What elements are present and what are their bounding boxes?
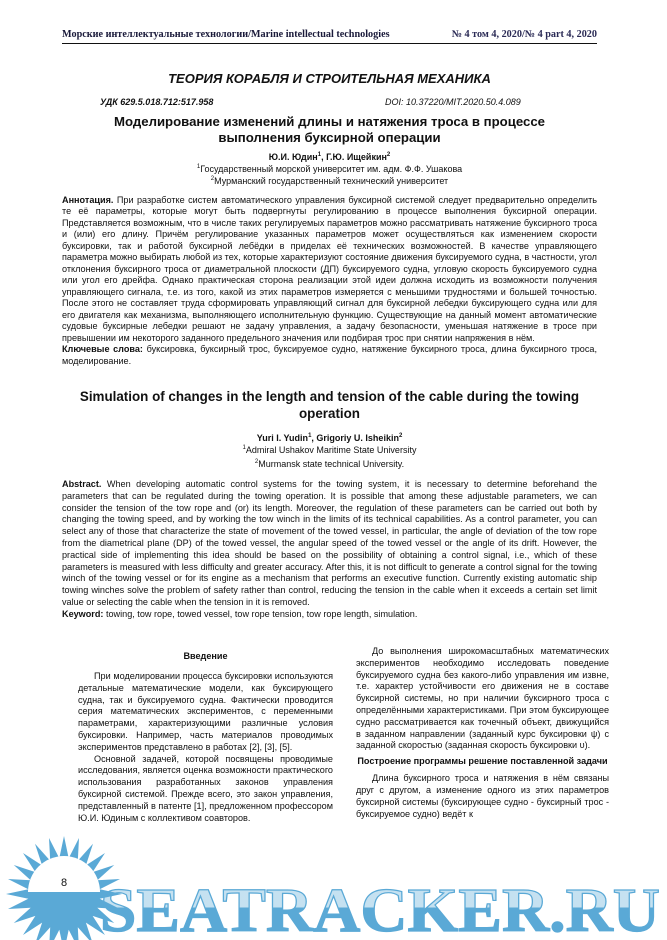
left-column [78,651,333,824]
keywords-text: towing, tow rope, towed vessel, tow rope tension, tow rope length, simulation. [103,608,418,619]
author: Yuri I. Yudin [256,433,309,444]
udk-doi-row [62,96,597,108]
intro-heading: Введение [183,651,228,661]
ru-affiliations: $^1$Государственный морской университет им. адм. Ф.Ф. Ушакова $^2$Мурманский государственный технический университет [196,164,463,187]
journal-name: Морские интеллектуальные технологии/Marine intellectual technologies [62,29,390,40]
right-column [356,646,609,820]
keywords-label: Keyword: [62,608,104,619]
ru-abstract [62,195,597,368]
ru-authors: Ю.И. Юдин$^1$, Г.Ю. Ищейкин$^2$ [268,152,391,162]
paragraph: При моделировании процесса буксировки используются детальные математические модели, как буксирующего судна, так и буксируемого судна. Фактически проводится серия математических экспериментов, с переменными параметрами, характеризующими различные условия буксировки. Например, часть материалов проводимых экспериментов представлено в работах [2], [3], [5]. [78,671,333,752]
affiliation: Admiral Ushakov Maritime State University [245,445,417,456]
page-number: 8 [61,877,68,889]
paragraph: До выполнения широкомасштабных математических экспериментов необходимо исследовать поведение буксируемого судна без какого-либо управления им извне, т.е. характер устойчивости его движения не в составе буксирной системы, но при наличии буксирного троса с определёнными характеристиками. При этом буксирующее судно рассматривается как точечный объект, движущийся в заданном направлении (заданный курс буксировки ψ) с заданной скоростью (заданная скорость буксировки υ). [356,646,609,751]
doi: DOI: 10.37220/MIT.2020.50.4.089 [385,97,521,107]
affiliation: Мурманский государственный технический университет [214,176,449,187]
paragraph: Длина буксирного троса и натяжения в нём связаны друг с другом, а изменение одного из этих параметров буксирной системы (буксирующее судно - буксирный трос - буксируемое судно) ведёт к [356,773,609,819]
author: Ю.И. Юдин [268,152,318,162]
watermark-text: SEATRACKER.RU [100,877,660,940]
affiliation: Murmansk state technical University. [258,458,405,469]
running-header [62,29,597,44]
udk-code: УДК 629.5.018.712:517.958 [100,97,214,107]
keywords-label: Ключевые слова: [62,344,143,355]
front-matter [62,29,597,621]
keywords-text: буксировка, буксирный трос, буксируемое судно, натяжение буксирного троса, длина буксирного троса, моделирование. [62,344,597,366]
en-title: Simulation of changes in the length and tension of the cable during the towing operation [79,389,580,421]
abstract-label: Аннотация. [62,194,114,205]
en-abstract [62,479,597,621]
author: Grigoriy U. Isheikin [316,433,399,444]
seatracker-watermark [0,835,667,940]
abstract-text: When developing automatic control systems for the towing system, it is necessary to determine beforehand the parameters that can be regulated during the towing operation. It is possible that among these adjustable parameters, we can consider the tension of the tow rope and (or) its length. Moreover, the regulation of these parameters can be carried out both by changing the towing speed, and by working the tow winch in the limits of its technical capabilities. As a control parameter, you can select any of those that characterize the state of movement of the towed vessel, in particular, the angle of deviation of the tow rope from the diametrical plane (DP) of the towed vessel, the angular speed of the towed vessel or the angle of its drift. However, the practical side of implementing this idea should be based on the possibility of obtaining a control signal, i.e., which of these parameters is measured with less difficulty and greater accuracy. After this, it is not difficult to generate a control signal for the towing winch of the towing vessel or for its engine as a mechanism that performs an executive function. Currently existing automatic ship towing winches solve the problem of safety rather than control, reducing the tension in the cable when it exceeds a certain set limit value or selecting the cable when the tension in it is removed. [62,479,597,608]
en-affiliations: $^1$Admiral Ushakov Maritime State University $^2$Murmansk state technical University. [242,445,417,469]
abstract-label: Abstract. [62,479,102,490]
abstract-text: При разработке систем автоматического управления буксирной системой следует предварительно определить те её параметры, которые могут быть подвергнуты регулированию в процессе выполнения буксирной операции. Представляется возможным, что в числе таких регулируемых параметров можно рассматривать натяжение буксирного троса и (или) его длину. Причём регулирование указанных параметров может осуществляться как изменением скорости буксировки, так и работой буксирной лебёдки в приделах её технических возможностей. В качестве управляющего параметра можно выбирать любой из тех, которые характеризуют состояние движения буксируемого судна, в частности, угол отклонения буксирного троса от диаметральной плоскости (ДП) буксируемого судна, угловую скорость буксируемого судна или угол его дрейфа. Однако практическая сторона реализации этой идеи должна исходить из возможности получения управляющего сигнала, т.е. из того, какой из этих параметров измеряется с меньшими трудностями и большей точностью. После этого не составляет труда сформировать управляющий сигнал для буксирной лебедки буксирующего судна или для его двигателя как механизма, выполняющего исполнительную функцию. Существующие на данный момент автоматические судовые буксирные лебедки решают не задачу управления, а задачу безопасности, уменьшая натяжение в тросе при превышении им некоторого заданного предельного значения или подбирая трос при снятии напряжения в нём. [62,194,597,343]
en-authors: Yuri I. Yudin$^1$, Grigoriy U. Isheikin$^2$ [256,433,403,444]
issue-info: № 4 том 4, 2020/№ 4 part 4, 2020 [451,29,597,40]
section-title: ТЕОРИЯ КОРАБЛЯ И СТРОИТЕЛЬНАЯ МЕХАНИКА [168,71,491,86]
section2-heading: Построение программы решение поставленной задачи [357,756,608,767]
ru-title: Моделирование изменений длины и натяжения троса в процессе выполнения буксирной операции [114,114,545,145]
affiliation: Государственный морской университет им. адм. Ф.Ф. Ушакова [200,164,463,174]
author: Г.Ю. Ищейкин [326,152,387,162]
paragraph: Основной задачей, которой посвящены проводимые исследования, является оценка возможности практического использования разработанных законов управления буксирной системой. Прежде всего, это закон управления, представленный в патенте [1], предложенном профессором Ю.И. Юдиным с коллективом соавторов. [78,753,333,823]
